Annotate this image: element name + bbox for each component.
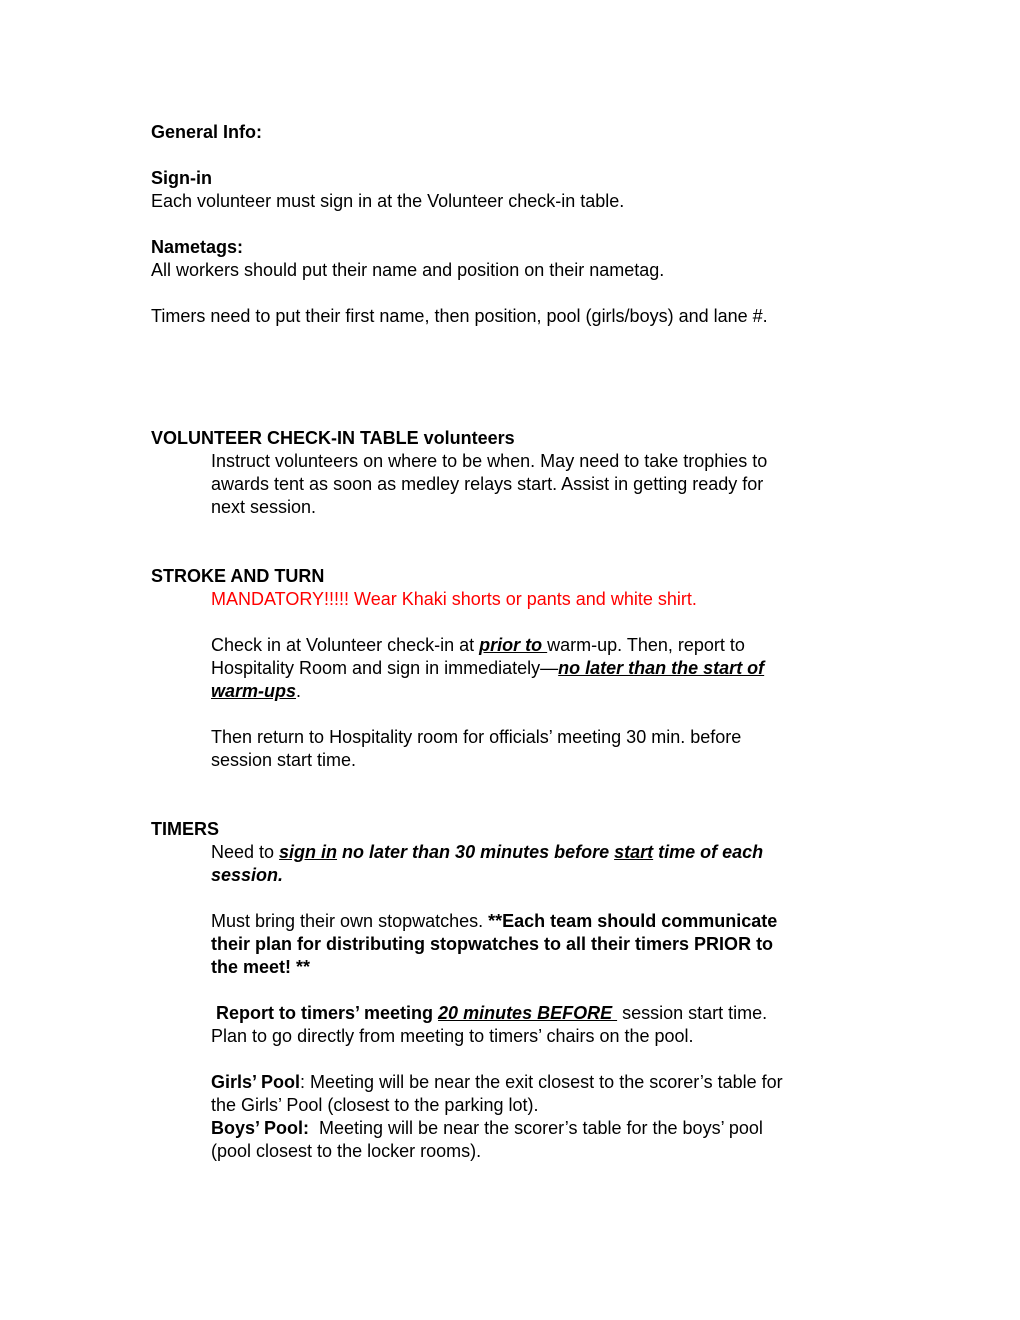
stroke-turn-para-2-line-1: Then return to Hospitality room for officials’ meeting 30 min. before bbox=[211, 727, 742, 747]
text-run: Check in at Volunteer check-in at bbox=[211, 635, 480, 655]
timers-para-2-line-1 bbox=[211, 910, 777, 933]
text-run: . bbox=[296, 681, 302, 701]
sign-in-emphasis: sign in bbox=[279, 842, 338, 862]
girls-pool-line-2: the Girls’ Pool (closest to the parking lot). bbox=[211, 1095, 539, 1115]
text-run: time of each bbox=[653, 842, 764, 862]
checkin-table-line-3: next session. bbox=[211, 497, 317, 517]
prior-to-emphasis: prior to bbox=[479, 635, 548, 655]
text-run: no later than 30 minutes before bbox=[337, 842, 615, 862]
text-run: **Each team should communicate bbox=[488, 911, 778, 931]
text-run: Must bring their own stopwatches. bbox=[211, 911, 489, 931]
text-run: session start time. bbox=[617, 1003, 768, 1023]
general-info-heading: General Info: bbox=[151, 122, 263, 142]
timers-heading: TIMERS bbox=[151, 819, 220, 839]
girls-pool-line-1 bbox=[211, 1071, 783, 1094]
stroke-turn-para-1-line-2 bbox=[211, 657, 764, 680]
sign-in-heading: Sign-in bbox=[151, 168, 212, 188]
no-later-emphasis: no later than the start of bbox=[558, 658, 765, 678]
text-run: : Meeting will be near the exit closest to the scorer’s table for bbox=[300, 1072, 783, 1092]
checkin-table-line-2: awards tent as soon as medley relays start. Assist in getting ready for bbox=[211, 474, 764, 494]
boys-pool-line-1 bbox=[211, 1117, 763, 1140]
stroke-turn-heading: STROKE AND TURN bbox=[151, 566, 325, 586]
sign-in-text: Each volunteer must sign in at the Volunteer check-in table. bbox=[151, 191, 625, 211]
boys-pool-line-2: (pool closest to the locker rooms). bbox=[211, 1141, 482, 1161]
timers-nametag-text: Timers need to put their first name, then position, pool (girls/boys) and lane #. bbox=[151, 306, 768, 326]
timers-para-1-line-1 bbox=[211, 841, 763, 864]
stroke-turn-para-1-line-1 bbox=[211, 634, 745, 657]
nametags-heading: Nametags: bbox=[151, 237, 244, 257]
boys-pool-label: Boys’ Pool: bbox=[211, 1118, 310, 1138]
stroke-turn-mandatory: MANDATORY!!!!! Wear Khaki shorts or pants and white shirt. bbox=[211, 589, 697, 609]
timers-para-3-line-2: Plan to go directly from meeting to timers’ chairs on the pool. bbox=[211, 1026, 694, 1046]
warm-ups-emphasis: warm-ups bbox=[211, 681, 297, 701]
stroke-turn-para-1-line-3 bbox=[211, 680, 301, 703]
timers-para-3-line-1 bbox=[211, 1002, 767, 1025]
start-emphasis: start bbox=[614, 842, 654, 862]
timers-para-1-line-2: session. bbox=[211, 865, 284, 885]
timers-para-2-line-3: the meet! ** bbox=[211, 957, 311, 977]
stroke-turn-para-2-line-2: session start time. bbox=[211, 750, 357, 770]
timers-para-2-line-2: their plan for distributing stopwatches to all their timers PRIOR to bbox=[211, 934, 774, 954]
girls-pool-label: Girls’ Pool bbox=[211, 1072, 301, 1092]
checkin-table-line-1: Instruct volunteers on where to be when. May need to take trophies to bbox=[211, 451, 768, 471]
checkin-table-heading: VOLUNTEER CHECK-IN TABLE volunteers bbox=[151, 428, 515, 448]
text-run: Hospitality Room and sign in immediately— bbox=[211, 658, 559, 678]
text-run: Report to timers’ meeting bbox=[211, 1003, 439, 1023]
nametags-text: All workers should put their name and position on their nametag. bbox=[151, 260, 665, 280]
text-run: Meeting will be near the scorer’s table for the boys’ pool bbox=[309, 1118, 763, 1138]
text-run: Need to bbox=[211, 842, 280, 862]
twenty-minutes-emphasis: 20 minutes BEFORE bbox=[438, 1003, 618, 1023]
text-run: warm-up. Then, report to bbox=[547, 635, 745, 655]
